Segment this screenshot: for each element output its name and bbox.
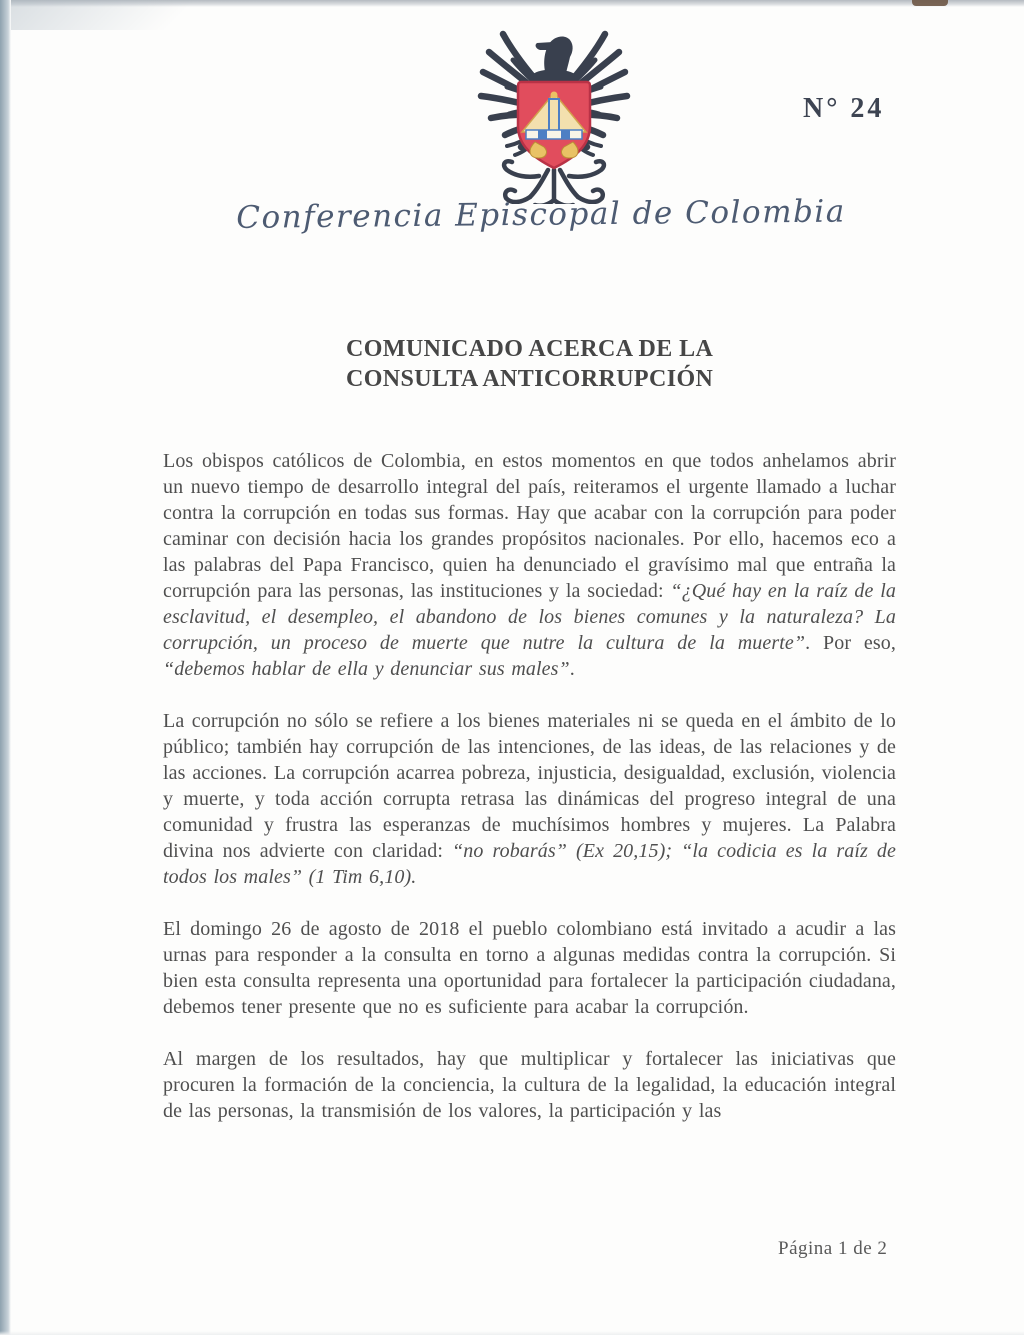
body-text-run: Al margen de los resultados, hay que multiplicar y fortalecer las iniciativas que procuren la formación de la conciencia, la cultura de la legalidad, la educación integral de las personas, la transmisión de los valores, la participación y las: [163, 1048, 896, 1122]
title-line-1: COMUNICADO ACERCA DE LA: [346, 336, 714, 362]
document-body: [163, 448, 896, 1150]
scan-edge-bottom: [0, 1331, 1024, 1335]
page-footer: Página 1 de 2: [778, 1238, 888, 1259]
body-text-run: Los obispos católicos de Colombia, en estos momentos en que todos anhelamos abrir un nuevo tiempo de desarrollo integral del país, reiteramos el urgente llamado a luchar contra la corrupción en todas sus formas. Hay que acabar con la corrupción para poder caminar con decisión hacia los grandes propósitos nacionales. Por ello, hacemos eco a las palabras del Papa Francisco, quien ha denunciado el gravísimo mal que entraña la corrupción para las personas, las instituciones y la sociedad:: [163, 450, 896, 602]
body-text-run: . Por eso,: [805, 632, 896, 654]
scan-edge-left: [0, 0, 11, 1335]
paragraph-1: [163, 448, 896, 682]
eagle-head: [533, 37, 575, 88]
scan-corner-shade: [0, 0, 250, 30]
paragraph-2: [163, 708, 896, 890]
body-text-run: .: [569, 658, 575, 680]
quoted-italic-text: “¿Qué hay en la raíz de la esclavitud, el desempleo, el abandono de los bienes comunes y la naturaleza? La corrupción, un proceso de muerte que nutre la cultura de la muerte”: [163, 580, 896, 654]
body-text-run: El domingo 26 de agosto de 2018 el pueblo colombiano está invitado a acudir a las urnas para responder a la consulta en torno a algunas medidas contra la corrupción. Si bien esta consulta representa una oportunidad para fortalecer la participación ciudadana, debemos tener presente que no es suficiente para acabar la corrupción.: [163, 918, 896, 1018]
paragraph-3: [163, 916, 896, 1020]
quoted-italic-text: “debemos hablar de ella y denunciar sus males”: [163, 658, 570, 680]
document-title: [346, 334, 713, 394]
quoted-italic-text: “no robarás” (Ex 20,15); “la codicia es la raíz de todos los males” (1 Tim 6,10).: [163, 840, 896, 888]
episcopal-conference-crest-icon: [468, 26, 640, 204]
paragraph-4: [163, 1046, 896, 1124]
organization-name: Conferencia Episcopal de Colombia: [236, 193, 846, 236]
body-text-run: La corrupción no sólo se refiere a los bienes materiales ni se queda en el ámbito de lo público; también hay corrupción de las intenciones, de las ideas, de las relaciones y de las acciones. La corrupción acarrea pobreza, injusticia, desigualdad, exclusión, violencia y muerte, y toda acción corrupta retrasa las dinámicas del progreso integral de una comunidad y frustra las esperanzas de muchísimos hombres y mujeres. La Palabra divina nos advierte con claridad:: [163, 710, 896, 862]
document-number: N° 24: [803, 93, 885, 124]
title-line-2: CONSULTA ANTICORRUPCIÓN: [346, 366, 714, 392]
scan-stain-mark: [912, 0, 948, 6]
